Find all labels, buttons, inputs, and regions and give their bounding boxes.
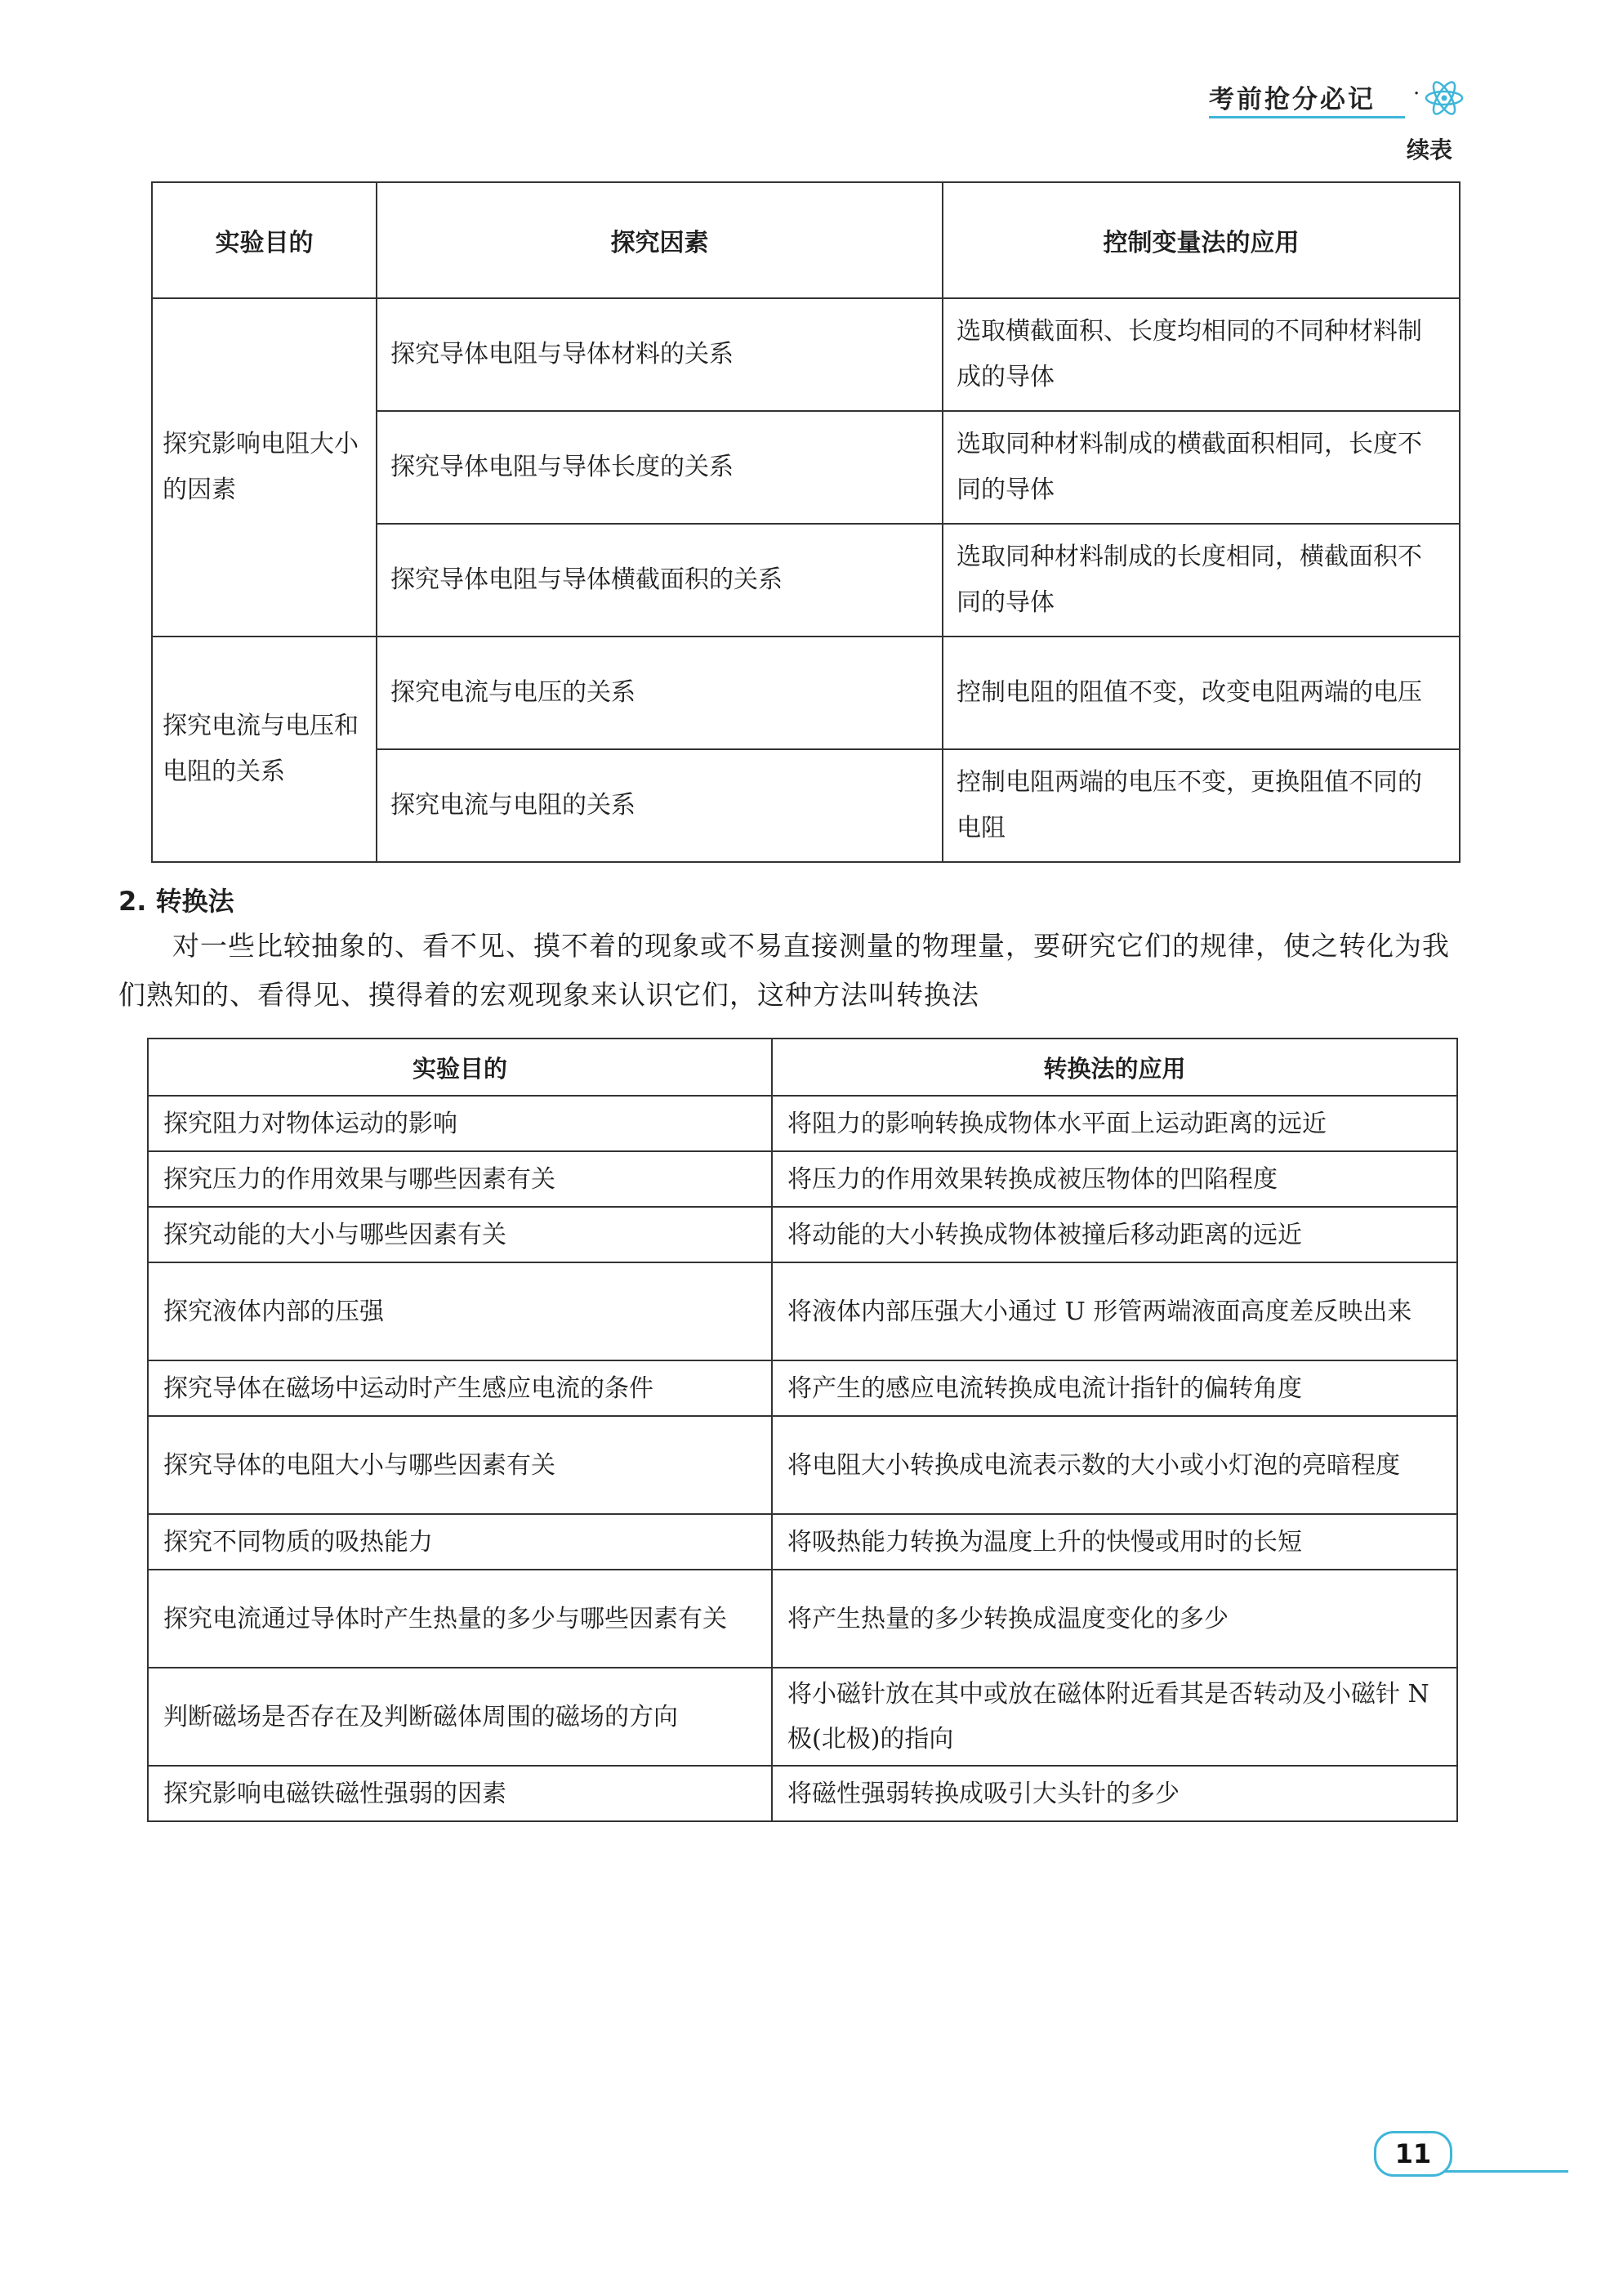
column-header: 实验目的 [152,182,377,298]
page-number-underline [1438,2170,1568,2173]
table-header-row [148,1039,1457,1096]
purpose-cell: 探究电流通过导体时产生热量的多少与哪些因素有关 [148,1570,772,1668]
method-cell: 控制电阻的阻值不变，改变电阻两端的电压 [943,637,1460,749]
header-dot: · [1413,82,1420,106]
table-row [148,1096,1457,1151]
experiment-purpose-cell: 探究电流与电压和电阻的关系 [152,637,377,862]
purpose-cell: 探究压力的作用效果与哪些因素有关 [148,1151,772,1207]
table-row [148,1668,1457,1766]
column-header: 控制变量法的应用 [943,182,1460,298]
purpose-cell: 探究影响电磁铁磁性强弱的因素 [148,1766,772,1821]
method-cell: 将小磁针放在其中或放在磁体附近看其是否转动及小磁针 N 极(北极)的指向 [772,1668,1457,1766]
purpose-cell: 探究阻力对物体运动的影响 [148,1096,772,1151]
column-header: 实验目的 [148,1039,772,1096]
column-header: 转换法的应用 [772,1039,1457,1096]
method-cell: 将液体内部压强大小通过 U 形管两端液面高度差反映出来 [772,1262,1457,1360]
column-header: 探究因素 [377,182,943,298]
method-cell: 将产生热量的多少转换成温度变化的多少 [772,1570,1457,1668]
method-cell: 将阻力的影响转换成物体水平面上运动距离的远近 [772,1096,1457,1151]
conversion-method-table [147,1038,1458,1822]
header-title: 考前抢分必记 [1209,85,1376,114]
table-row [152,298,1460,411]
method-cell: 将压力的作用效果转换成被压物体的凹陷程度 [772,1151,1457,1207]
table-row [148,1151,1457,1207]
purpose-cell: 探究导体的电阻大小与哪些因素有关 [148,1416,772,1514]
table-row [148,1416,1457,1514]
experiment-purpose-cell: 探究影响电阻大小的因素 [152,298,377,637]
page-header [1209,78,1470,119]
table-row [148,1570,1457,1668]
method-cell: 选取横截面积、长度均相同的不同种材料制成的导体 [943,298,1460,411]
factor-cell: 探究导体电阻与导体材料的关系 [377,298,943,411]
continued-label: 续表 [1407,136,1453,163]
table-row [148,1262,1457,1360]
factor-cell: 探究导体电阻与导体长度的关系 [377,411,943,524]
method-cell: 将磁性强弱转换成吸引大头针的多少 [772,1766,1457,1821]
method-cell: 选取同种材料制成的长度相同，横截面积不同的导体 [943,524,1460,637]
factor-cell: 探究导体电阻与导体横截面积的关系 [377,524,943,637]
purpose-cell: 探究导体在磁场中运动时产生感应电流的条件 [148,1360,772,1416]
control-variable-table [151,181,1461,863]
method-cell: 将产生的感应电流转换成电流计指针的偏转角度 [772,1360,1457,1416]
factor-cell: 探究电流与电压的关系 [377,637,943,749]
table-row [152,637,1460,749]
table-row [148,1360,1457,1416]
header-underline [1209,116,1405,118]
table-row [148,1207,1457,1262]
purpose-cell: 判断磁场是否存在及判断磁体周围的磁场的方向 [148,1668,772,1766]
method-cell: 控制电阻两端的电压不变，更换阻值不同的电阻 [943,749,1460,862]
method-cell: 将电阻大小转换成电流表示数的大小或小灯泡的亮暗程度 [772,1416,1457,1514]
atom-icon [1423,77,1465,119]
table-row [148,1514,1457,1570]
method-cell: 将吸热能力转换为温度上升的快慢或用时的长短 [772,1514,1457,1570]
purpose-cell: 探究液体内部的压强 [148,1262,772,1360]
purpose-cell: 探究不同物质的吸热能力 [148,1514,772,1570]
section-paragraph: 对一些比较抽象的、看不见、摸不着的现象或不易直接测量的物理量，要研究它们的规律，使之转化为我们熟知的、看得见、摸得着的宏观现象来认识它们，这种方法叫转换法 [118,930,1450,1011]
purpose-cell: 探究动能的大小与哪些因素有关 [148,1207,772,1262]
table-header-row [152,182,1460,298]
table-row [148,1766,1457,1821]
factor-cell: 探究电流与电阻的关系 [377,749,943,862]
method-cell: 将动能的大小转换成物体被撞后移动距离的远近 [772,1207,1457,1262]
page-number: 11 [1374,2131,1452,2177]
section-heading: 2. 转换法 [118,886,234,917]
method-cell: 选取同种材料制成的横截面积相同，长度不同的导体 [943,411,1460,524]
